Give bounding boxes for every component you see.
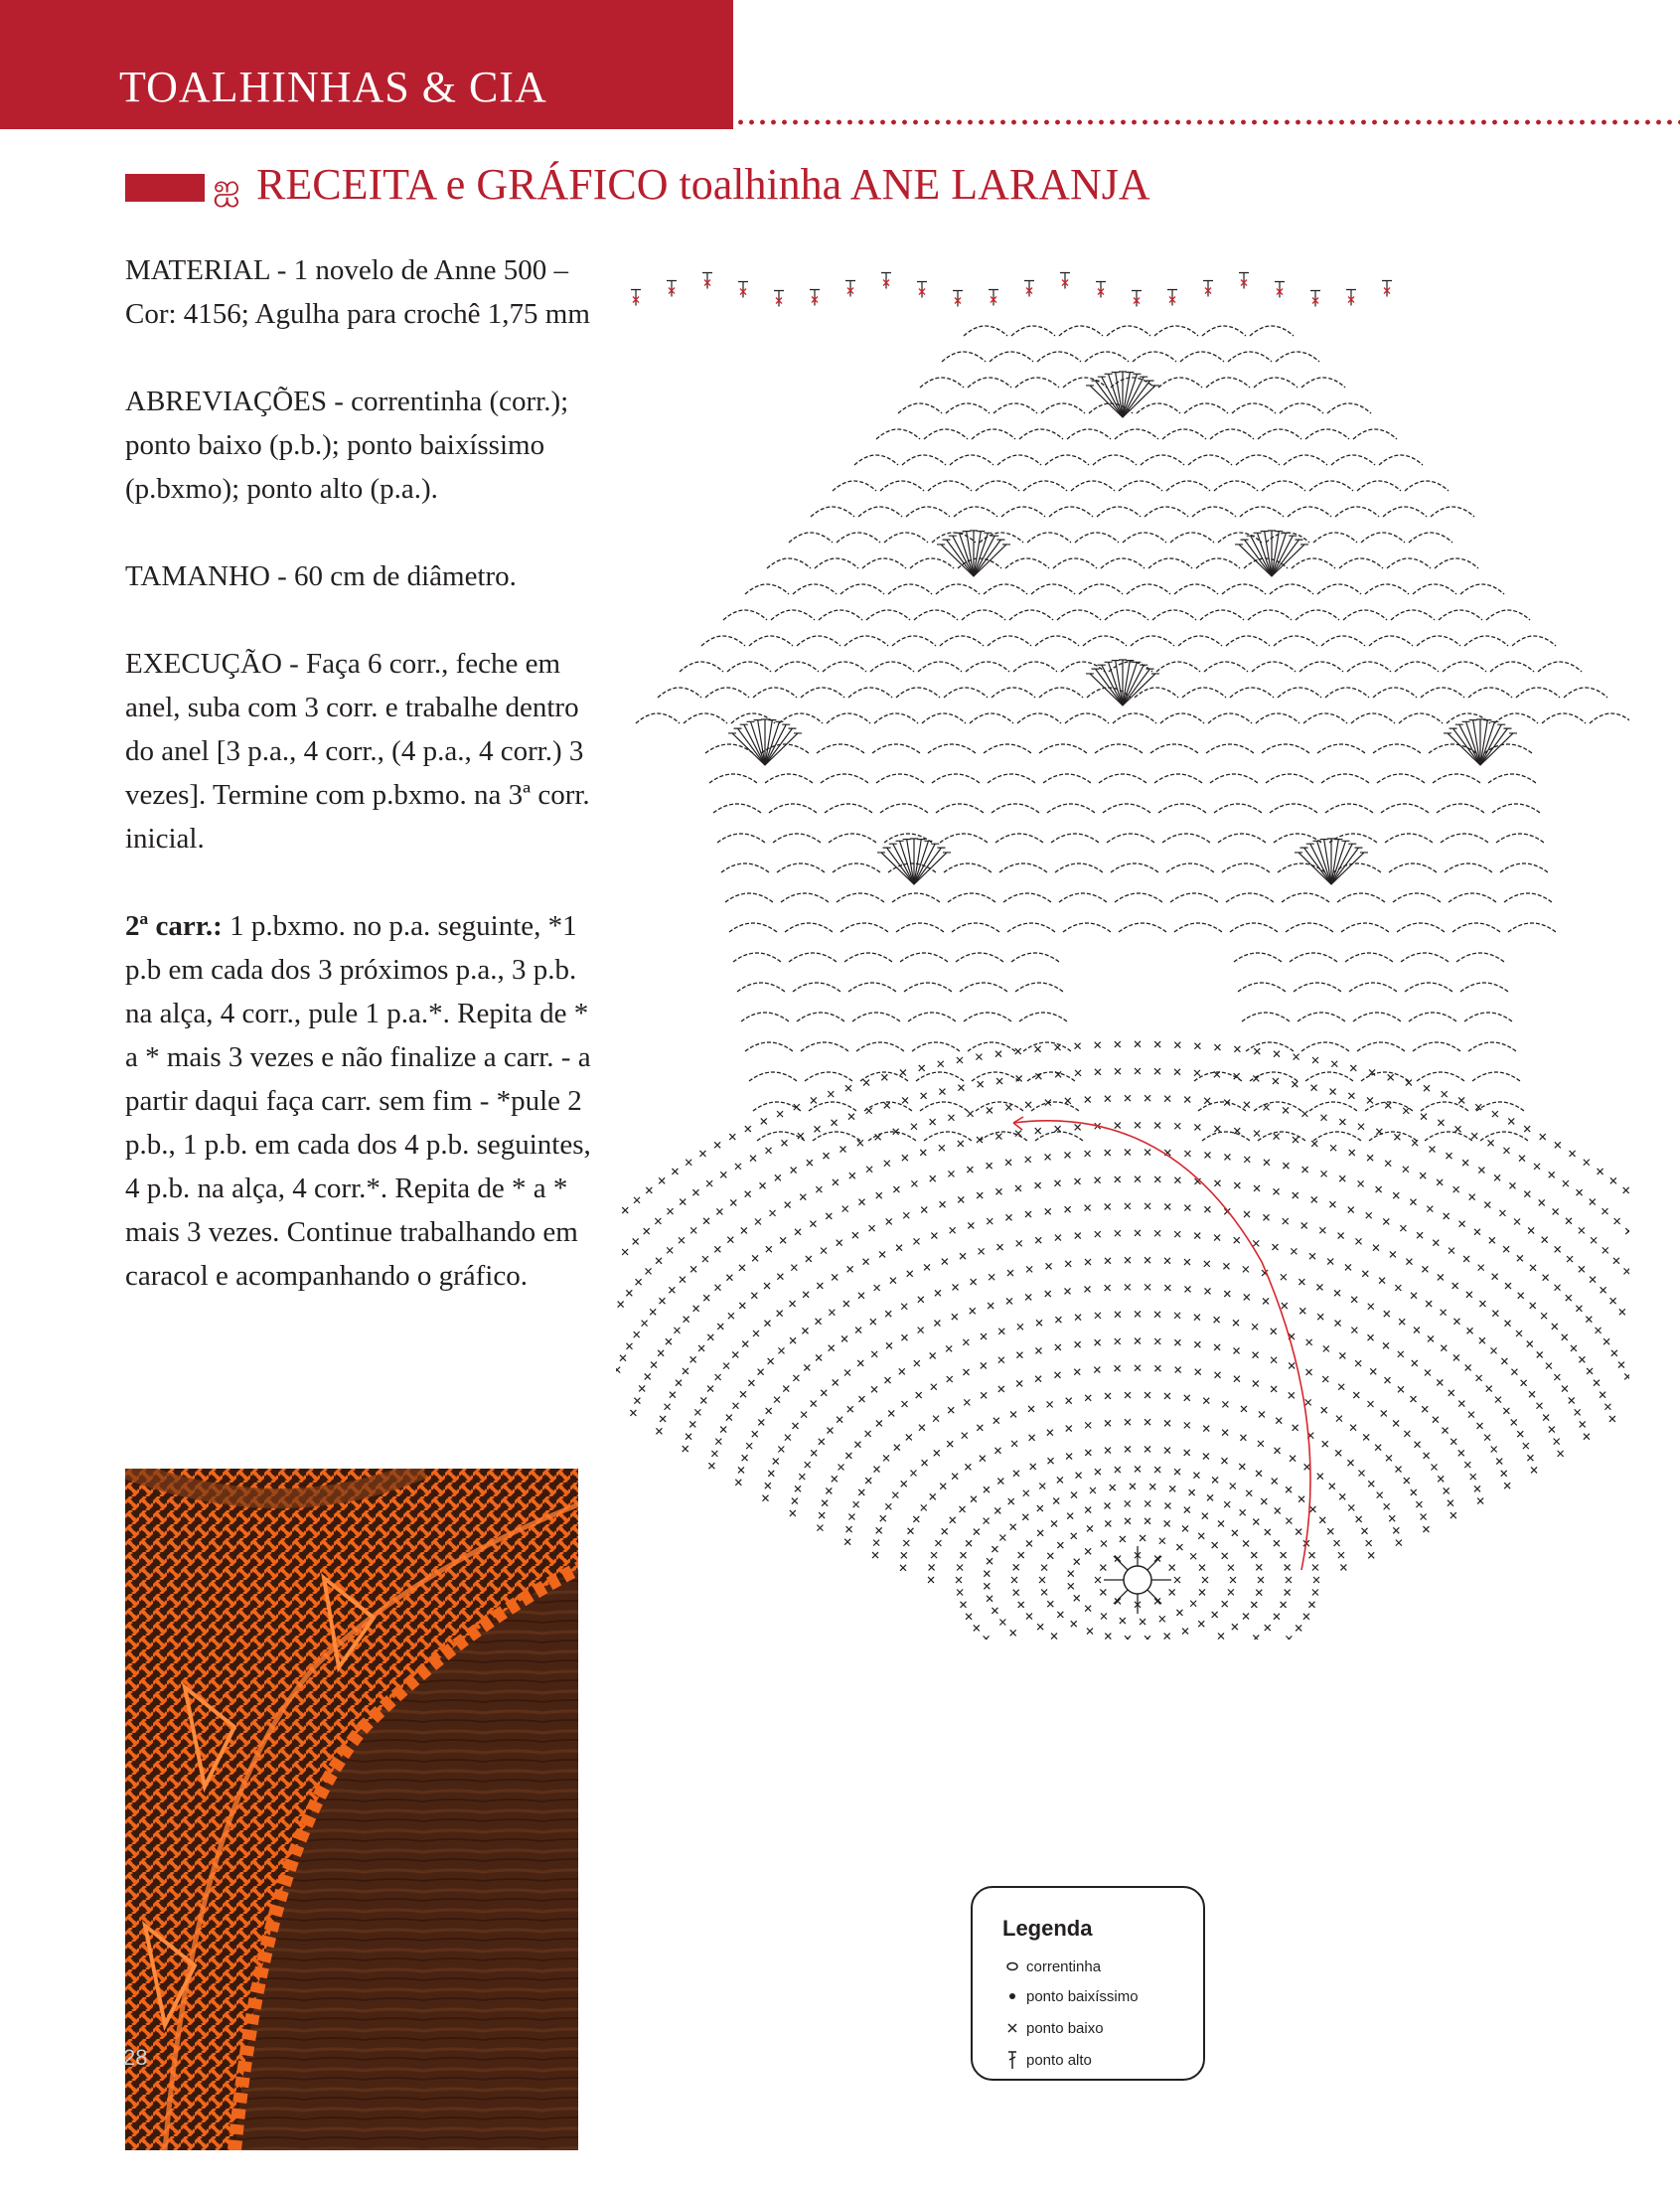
size-paragraph: TAMANHO - 60 cm de diâmetro. xyxy=(125,560,517,592)
page-title: RECEITA e GRÁFICO toalhinha ANE LARANJA xyxy=(256,160,1150,209)
swirl-ornament-icon: ஐ xyxy=(205,169,248,205)
cross-icon xyxy=(998,2022,1026,2034)
legend-title: Legenda xyxy=(1002,1916,1093,1941)
row2-paragraph xyxy=(125,904,592,1298)
dotted-rule xyxy=(735,119,1680,125)
crochet-chart-drawing xyxy=(616,248,1629,1640)
section-header-title: TOALHINHAS & CIA xyxy=(119,63,547,111)
row2-label: 2ª carr.: xyxy=(125,910,223,942)
legend-item-correntinha xyxy=(998,1956,1101,1977)
material-paragraph: MATERIAL - 1 novelo de Anne 500 – Cor: 4156; Agulha para crochê 1,75 mm xyxy=(125,254,590,330)
dot-icon xyxy=(998,1991,1026,2001)
chart-symbols xyxy=(616,273,1629,1641)
legend-label: ponto baixíssimo xyxy=(1026,1987,1139,2005)
legend-label: correntinha xyxy=(1026,1957,1102,1975)
crochet-chart xyxy=(616,248,1629,1640)
legend-box xyxy=(971,1886,1205,2081)
legend-item-ponto-baixissimo xyxy=(998,1985,1139,2007)
row2-text: 1 p.bxmo. no p.a. seguinte, *1 p.b em cada dos 3 próximos p.a., 3 p.b. na alça, 4 corr., pule 1 p.a.*. Repita de * a * mais 3 vezes e não finalize a carr. - a partir daqui faça carr. sem fim - *pule 2 p.b., 1 p.b. em cada dos 4 p.b. seguintes, 4 p.b. na alça, 4 corr.*. Repita de * a * mais 3 vezes. Continue trabalhando em caracol e acompanhando o gráfico. xyxy=(125,910,591,1292)
execution-paragraph: EXECUÇÃO - Faça 6 corr., feche em anel, suba com 3 corr. e trabalhe dentro do anel [3 p.a., 4 corr., (4 p.a., 4 corr.) 3 vezes]. Termine com p.bxmo. na 3ª corr. inicial. xyxy=(125,648,590,855)
tall-stitch-icon xyxy=(998,2049,1026,2071)
chain-oval-icon xyxy=(998,1961,1026,1971)
abbreviations-paragraph: ABREVIAÇÕES - correntinha (corr.); ponto baixo (p.b.); ponto baixíssimo (p.bxmo); ponto alto (p.a.). xyxy=(125,386,569,505)
legend-item-ponto-baixo xyxy=(998,2017,1104,2039)
legend-label: ponto baixo xyxy=(1026,2019,1104,2037)
legend-label: ponto alto xyxy=(1026,2051,1092,2069)
doily-photo xyxy=(125,1469,578,2150)
page-number: 28 xyxy=(123,2045,148,2070)
doily-photo-drawing xyxy=(125,1469,578,2150)
recipe-text xyxy=(125,248,592,1298)
legend-item-ponto-alto xyxy=(998,2049,1092,2071)
